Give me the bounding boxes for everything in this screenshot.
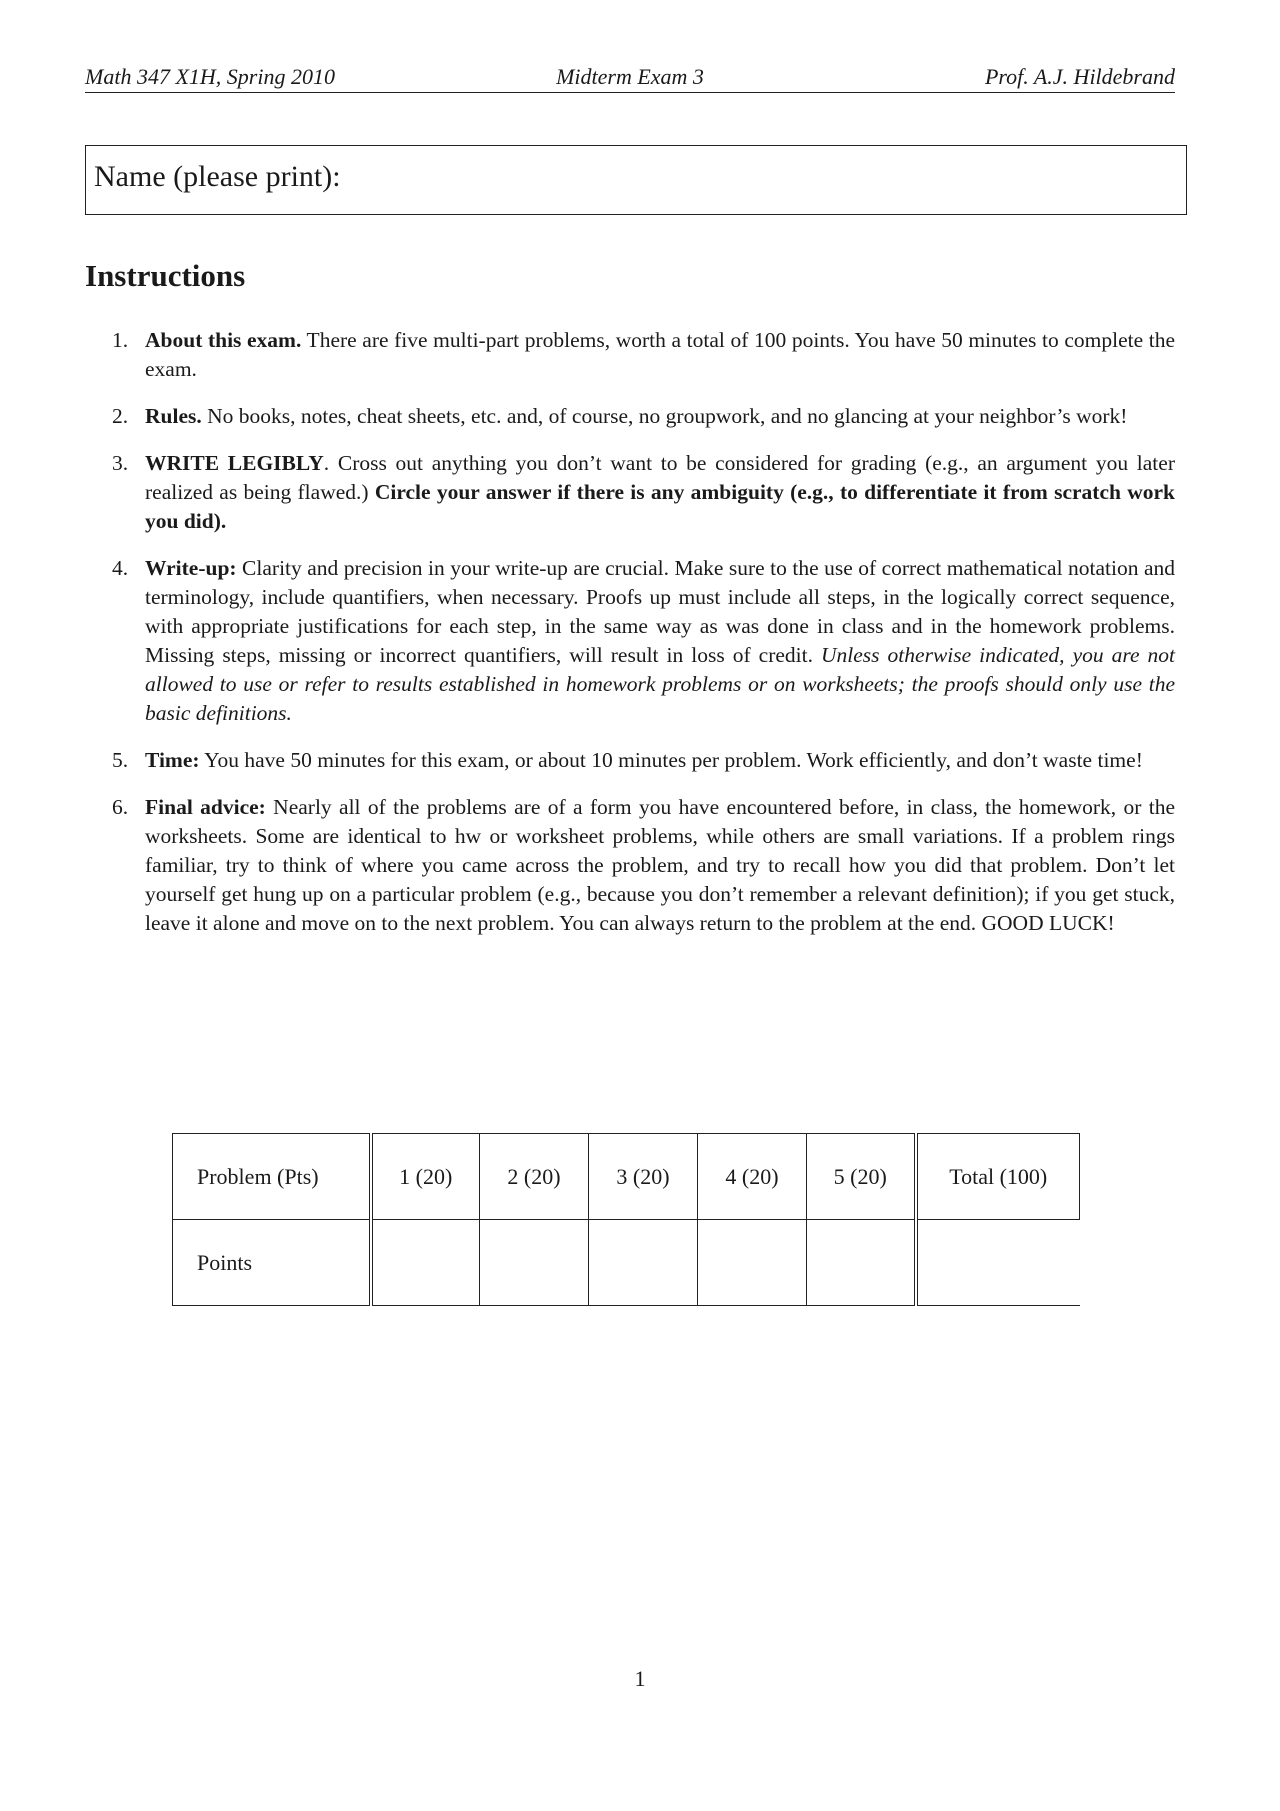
problem-2-points-cell[interactable]: [480, 1220, 589, 1306]
instruction-number: 3.: [112, 451, 129, 475]
problem-4-header: 4 (20): [698, 1134, 807, 1220]
instruction-text: There are five multi-part problems, worth a total of 100 points. You have 50 minutes to complete the exam.: [145, 328, 1175, 381]
total-header: Total (100): [916, 1134, 1080, 1220]
instruction-emphasis: Circle your answer if there is any ambiguity (e.g., to differentiate it from scratch work you did).: [145, 480, 1175, 533]
instruction-item: [85, 554, 1175, 728]
problem-3-points-cell[interactable]: [589, 1220, 698, 1306]
points-label: Points: [173, 1220, 371, 1306]
total-points-cell[interactable]: [916, 1220, 1080, 1306]
course-title: Math 347 X1H, Spring 2010: [85, 64, 335, 89]
instruction-item: [85, 793, 1175, 938]
problem-5-points-cell[interactable]: [807, 1220, 916, 1306]
instructions-heading: Instructions: [85, 258, 246, 293]
instruction-number: 6.: [112, 795, 129, 819]
instruction-number: 5.: [112, 748, 129, 772]
instruction-lead: Rules.: [145, 404, 202, 428]
instruction-lead: About this exam.: [145, 328, 302, 352]
instruction-lead: Time:: [145, 748, 200, 772]
score-table: [172, 1133, 1080, 1306]
problem-1-header: 1 (20): [371, 1134, 480, 1220]
instruction-text: You have 50 minutes for this exam, or about 10 minutes per problem. Work efficiently, and don’t waste time!: [199, 748, 1143, 772]
instruction-text: Clarity and precision in your write-up are crucial. Make sure to the use of correct mathematical notation and terminology, include quantifiers, when necessary. Proofs up must include all steps, in the logically correct sequence, with appropriate justifications for each step, in the same way as was done in class and in the homework problems. Missing steps, missing or incorrect quantifiers, will result in loss of credit.: [145, 556, 1175, 667]
problem-pts-header: Problem (Pts): [173, 1134, 371, 1220]
instruction-item: [85, 746, 1175, 775]
instruction-text: Nearly all of the problems are of a form you have encountered before, in class, the homework, or the worksheets. Some are identical to hw or worksheet problems, while others are small variations. If a problem rings familiar, try to think of where you came across the problem, and try to recall how you did that problem. Don’t let yourself get hung up on a particular problem (e.g., because you don’t remember a relevant definition); if you get stuck, leave it alone and move on to the next problem. You can always return to the problem at the end. GOOD LUCK!: [145, 795, 1176, 935]
instruction-number: 4.: [112, 556, 129, 580]
exam-title: Midterm Exam 3: [556, 64, 704, 89]
name-field-label: Name (please print):: [94, 160, 341, 193]
score-table-points-row: [173, 1220, 1080, 1306]
instruction-item: [85, 402, 1175, 431]
problem-5-header: 5 (20): [807, 1134, 916, 1220]
instructor-name: Prof. A.J. Hildebrand: [984, 64, 1175, 89]
page-number: 1: [634, 1666, 646, 1691]
page-header: [85, 64, 1175, 93]
instruction-item: [85, 326, 1175, 384]
problem-3-header: 3 (20): [589, 1134, 698, 1220]
instruction-number: 2.: [112, 404, 129, 428]
instruction-text: . Cross out anything you don’t want to be considered for grading (e.g., an argument you later realized as being flawed.): [145, 451, 1175, 504]
problem-1-points-cell[interactable]: [371, 1220, 480, 1306]
instruction-item: [85, 449, 1175, 536]
instruction-text: No books, notes, cheat sheets, etc. and, of course, no groupwork, and no glancing at your neighbor’s work!: [201, 404, 1128, 428]
name-field[interactable]: [85, 145, 1187, 215]
problem-2-header: 2 (20): [480, 1134, 589, 1220]
instructions-list: [85, 326, 1175, 956]
instruction-italic-note: Unless otherwise indicated, you are not allowed to use or refer to results established in homework problems or on worksheets; the proofs should only use the basic definitions.: [145, 643, 1175, 725]
instruction-number: 1.: [112, 328, 129, 352]
instruction-lead: Write-up:: [145, 556, 237, 580]
problem-4-points-cell[interactable]: [698, 1220, 807, 1306]
score-table-header-row: [173, 1134, 1080, 1220]
instruction-lead: Final advice:: [145, 795, 266, 819]
instruction-lead: WRITE LEGIBLY: [145, 451, 324, 475]
